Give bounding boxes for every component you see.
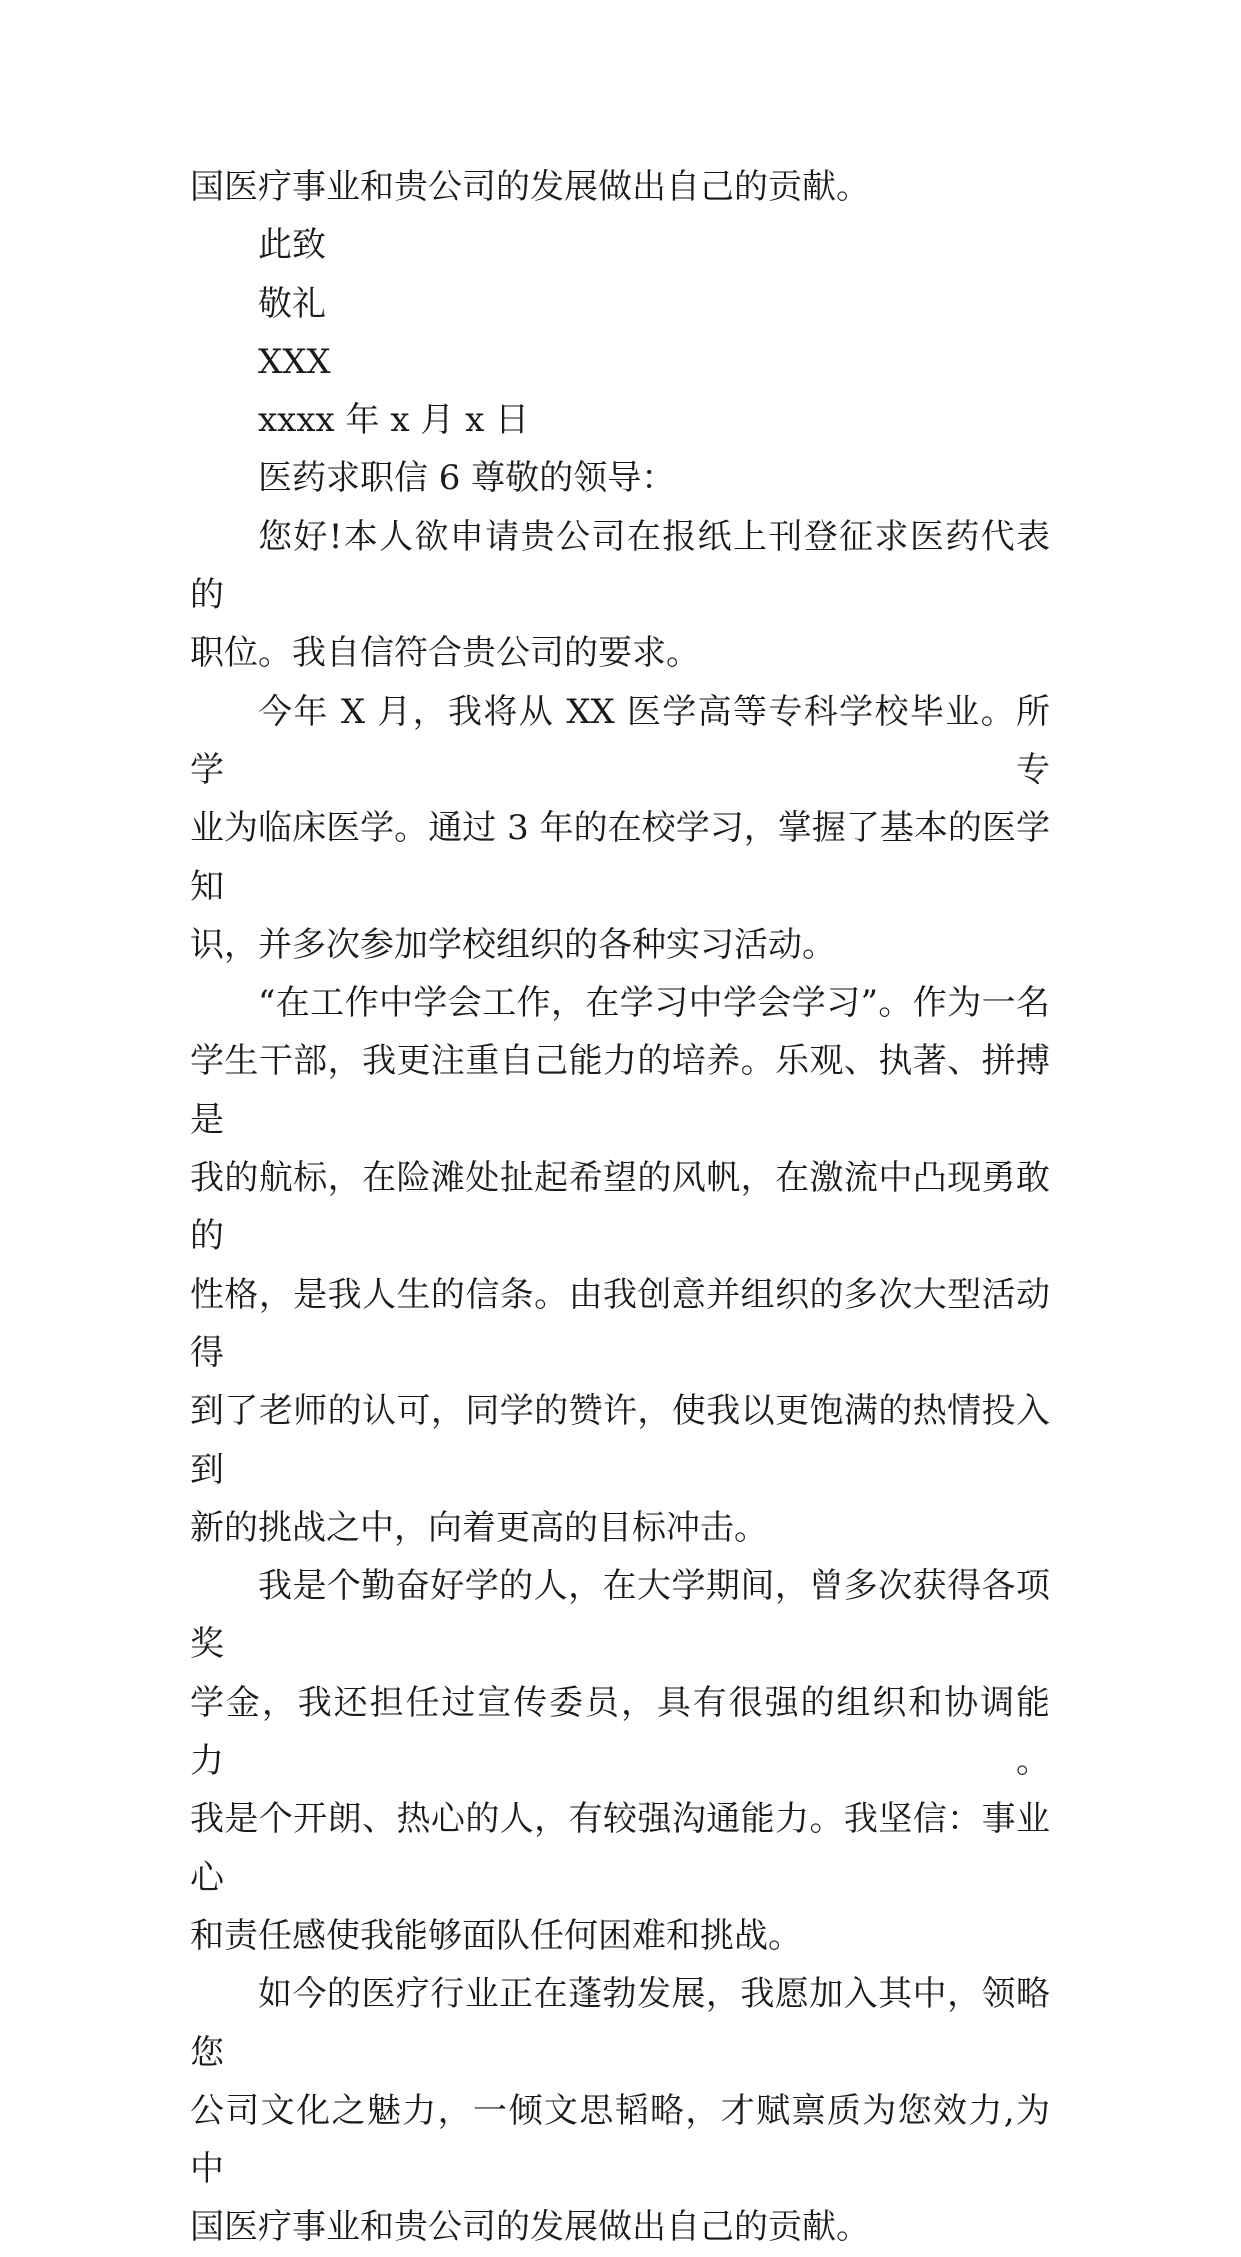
text-line: 到了老师的认可，同学的赞许，使我以更饱满的热情投入到 (190, 1391, 1050, 1490)
text-line: 我的航标，在险滩处扯起希望的风帆，在激流中凸现勇敢的 (190, 1158, 1050, 1257)
text-line: 新的挑战之中，向着更高的目标冲击。 (190, 1507, 768, 1548)
text-line: 今年 X 月，我将从 XX 医学高等专科学校毕业。所学专 (190, 691, 1050, 790)
text-line: “在工作中学会工作，在学习中学会学习”。作为一名 (258, 983, 1050, 1024)
text-line: 学金，我还担任过宣传委员，具有很强的组织和协调能力。 (190, 1682, 1050, 1782)
text-line: 识，并多次参加学校组织的各种实习活动。 (190, 924, 836, 965)
paragraph-greeting (190, 508, 1050, 683)
paragraph-continuation (190, 158, 1050, 216)
text-line: 此致 (258, 225, 326, 266)
text-line: 职位。我自信符合贵公司的要求。 (190, 633, 700, 674)
text-line: 医药求职信 6 尊敬的领导： (258, 458, 676, 499)
text-line: 业为临床医学。通过 3 年的在校学习，掌握了基本的医学知 (190, 808, 1050, 907)
signature-date (190, 391, 1050, 449)
text-line: 敬礼 (258, 283, 326, 324)
letter-heading (190, 449, 1050, 507)
paragraph-character (190, 1557, 1050, 1965)
text-line: 国医疗事业和贵公司的发展做出自己的贡献。 (190, 167, 870, 207)
closing-regards (190, 275, 1050, 333)
text-line: 我是个开朗、热心的人，有较强沟通能力。我坚信：事业心 (190, 1799, 1050, 1898)
text-line: 如今的医疗行业正在蓬勃发展，我愿加入其中，领略您 (190, 1974, 1050, 2073)
paragraph-experience (190, 974, 1050, 1557)
text-line: xxxx 年 x 月 x 日 (258, 400, 530, 441)
text-line: 国医疗事业和贵公司的发展做出自己的贡献。 (190, 2207, 870, 2248)
text-line: 公司文化之魅力，一倾文思韬略，才赋禀质为您效力,为中 (190, 2090, 1050, 2190)
signature-name (190, 333, 1050, 391)
text-line: 学生干部，我更注重自己能力的培养。乐观、执著、拼搏是 (190, 1041, 1050, 1140)
text-line: 我是个勤奋好学的人，在大学期间，曾多次获得各项奖 (190, 1566, 1050, 1665)
text-line: 和责任感使我能够面队任何困难和挑战。 (190, 1915, 802, 1956)
text-line: 您好!本人欲申请贵公司在报纸上刊登征求医药代表的 (190, 516, 1050, 616)
text-line: XXX (258, 341, 331, 382)
text-line: 性格，是我人生的信条。由我创意并组织的多次大型活动得 (190, 1274, 1050, 1373)
letter-body (190, 158, 1050, 2257)
closing-salutation (190, 216, 1050, 274)
paragraph-education (190, 683, 1050, 974)
paragraph-closing (190, 1965, 1050, 2256)
